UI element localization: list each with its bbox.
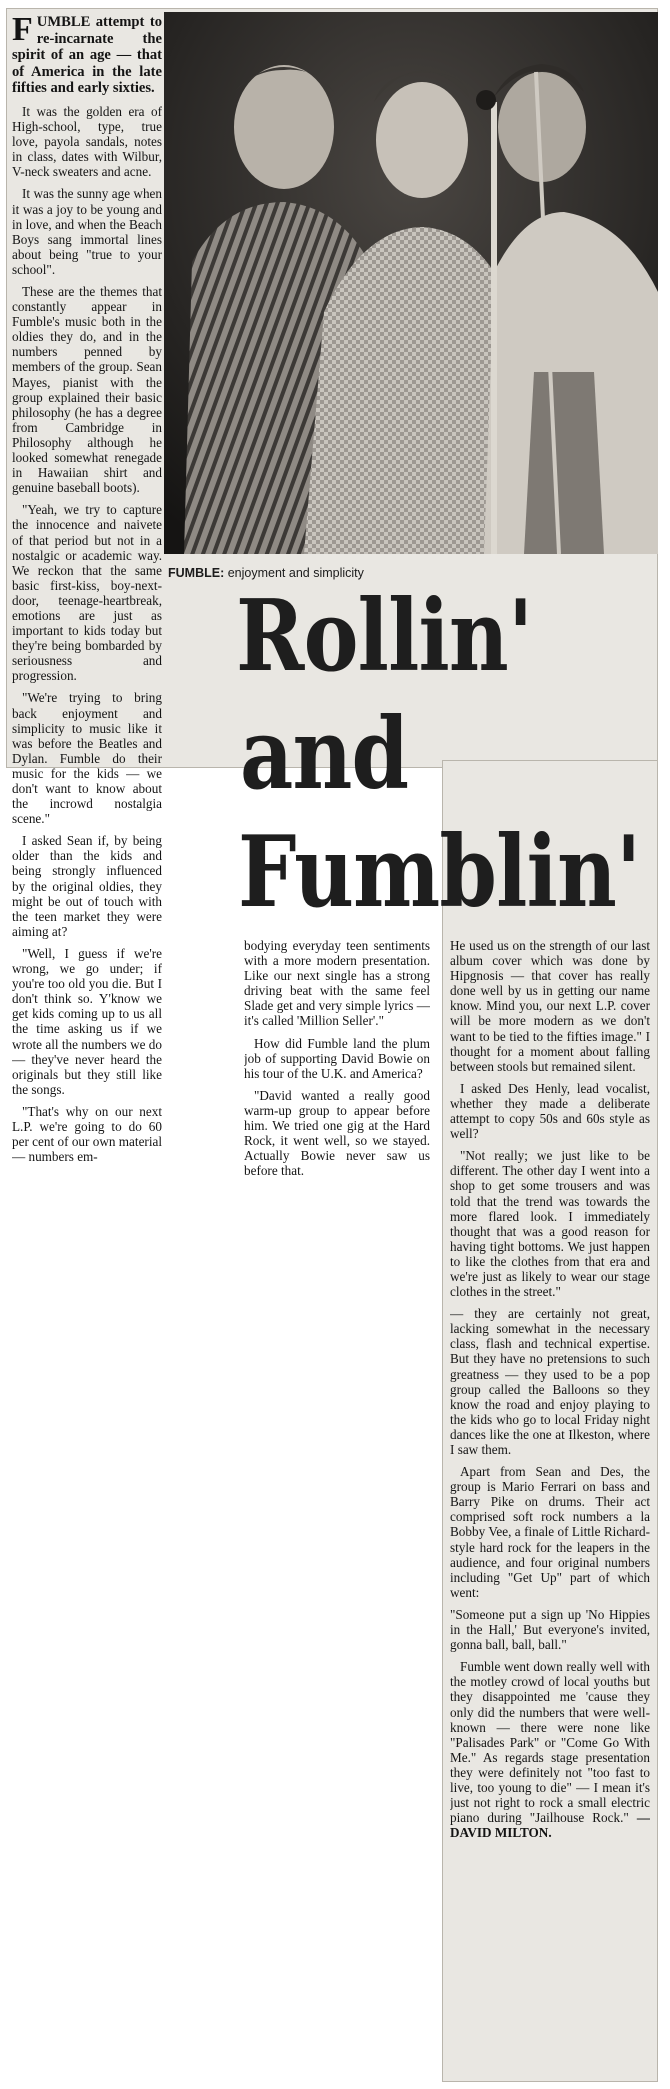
- paragraph: It was the golden era of High-school, type, true love, payola sandals, notes in class, dates with Wilbur, V-neck sweaters and acne.: [12, 103, 162, 180]
- paragraph: These are the themes that constantly appear in Fumble's music both in the oldies they do, and in the numbers penned by members of the group. Sean Mayes, pianist with the group explained their basic philosophy (he has a degree from Cambridge in Philosophy although he looked somewhat renegade in Hawaiian shirt and genuine baseball boots).: [12, 284, 162, 496]
- byline: — DAVID MILTON.: [450, 1810, 650, 1841]
- lead-paragraph: FUMBLE attempt to re-incarnate the spirit of an age — that of America in the late fifties and early sixties.: [12, 14, 162, 97]
- paragraph: "Not really; we just like to be different. The other day I went into a shop to get some trousers and was told that the trend was towards the more flared look. I immediately thought that was a good reason for having tight bottoms. We just happen to like the clothes from that era and we're just as likely to wear our stage clothes in the street.": [450, 1148, 650, 1300]
- paragraph: "Well, I guess if we're wrong, we go under; if you're too old you die. But I don't think so. Y'know we get kids coming up to us all the time asking us if we wrote all the numbers we do — they've never heard the originals but they still like the songs.: [12, 945, 162, 1097]
- headline-line-1: Rollin': [236, 579, 533, 694]
- headline-line-2: and: [240, 697, 409, 812]
- article-column-1: [12, 14, 162, 1284]
- paragraph: "David wanted a really good warm-up group to appear before him. We tried one gig at the Hard Rock, it went well, so we stayed. Actually Bowie never saw us before that.: [244, 1087, 430, 1179]
- paragraph: "That's why on our next L.P. we're going to do 60 per cent of our own material — numbers em-: [12, 1103, 162, 1165]
- caption-label: FUMBLE:: [168, 566, 225, 580]
- paragraph: It was the sunny age when it was a joy to be young and in love, and when the Beach Boys sang immortal lines about being "true to your school".: [12, 186, 162, 277]
- article-column-3: [450, 938, 650, 2074]
- band-photo: [164, 12, 658, 554]
- paragraph: He used us on the strength of our last album cover which was done by Hipgnosis — that cover has really done well by us in getting our name know. Mind you, our next L.P. cover will be more modern as we don't want to be tied to the fifties image." I thought for a moment about falling between stools but remained silent.: [450, 938, 650, 1074]
- photo-caption: [168, 566, 364, 580]
- drop-cap: F: [12, 14, 33, 48]
- paragraph: I asked Sean if, by being older than the kids and being strongly influenced by the original oldies, they might be out of touch with the teen market they were aiming at?: [12, 833, 162, 939]
- band-photo-illustration: [164, 12, 658, 554]
- paragraph: bodying everyday teen sentiments with a more modern presentation. Like our next single has a strong driving beat with the same feel Slade get and very simple lyrics — it's called 'Million Seller'.": [244, 938, 430, 1029]
- paragraph: "Someone put a sign up 'No Hippies in the Hall,' But everyone's invited, gonna ball, ball, ball.": [450, 1606, 650, 1653]
- caption-text: enjoyment and simplicity: [227, 566, 364, 580]
- paragraph: Apart from Sean and Des, the group is Mario Ferrari on bass and Barry Pike on drums. Their act comprised soft rock numbers a la Bobby Vee, a finale of Little Richard-style hard rock for the leapers in the audience, and four original numbers including "Get Up" part of which went:: [450, 1464, 650, 1600]
- headline-line-3: Fumblin': [238, 815, 641, 930]
- paragraph: I asked Des Henly, lead vocalist, whether they made a deliberate attempt to copy 50s and 60s style as well?: [450, 1080, 650, 1142]
- paragraph: "We're trying to bring back enjoyment and simplicity to music like it was before the Beatles and Dylan. Fumble do their music for the kids — we don't want to know about the incrowd nostalgia scene.": [12, 690, 162, 827]
- paragraph: How did Fumble land the plum job of supporting David Bowie on his tour of the U.K. and America?: [244, 1035, 430, 1081]
- paragraph: — they are certainly not great, lacking somewhat in the necessary class, flash and technical expertise. But they have no pretensions to such greatness — they used to be a pop group called the Balloons so they know the road and enjoy playing to the kids who go to local Friday night dances like the one at Ilkeston, where I saw them.: [450, 1306, 650, 1457]
- article-column-2: [244, 938, 430, 1268]
- paragraph: Fumble went down really well with the motley crowd of local youths but they disappointed me 'cause they only did the numbers that were well-known — there were none like "Palisades Park" or "Come Go With Me." As regards stage presentation they were definitely not "too fast to live, too young to die" — I mean it's just not right to rock a small electric piano during "Jailhouse Rock." — DAVID MILTON.: [450, 1659, 650, 1841]
- paragraph: "Yeah, we try to capture the innocence and naivete of that period but not in a nostalgic or academic way. We reckon that the same basic first-kiss, boy-next-door, teenage-heartbreak, emotions are just as important to kids today but they're being bombarded by seriousness and progression.: [12, 502, 162, 684]
